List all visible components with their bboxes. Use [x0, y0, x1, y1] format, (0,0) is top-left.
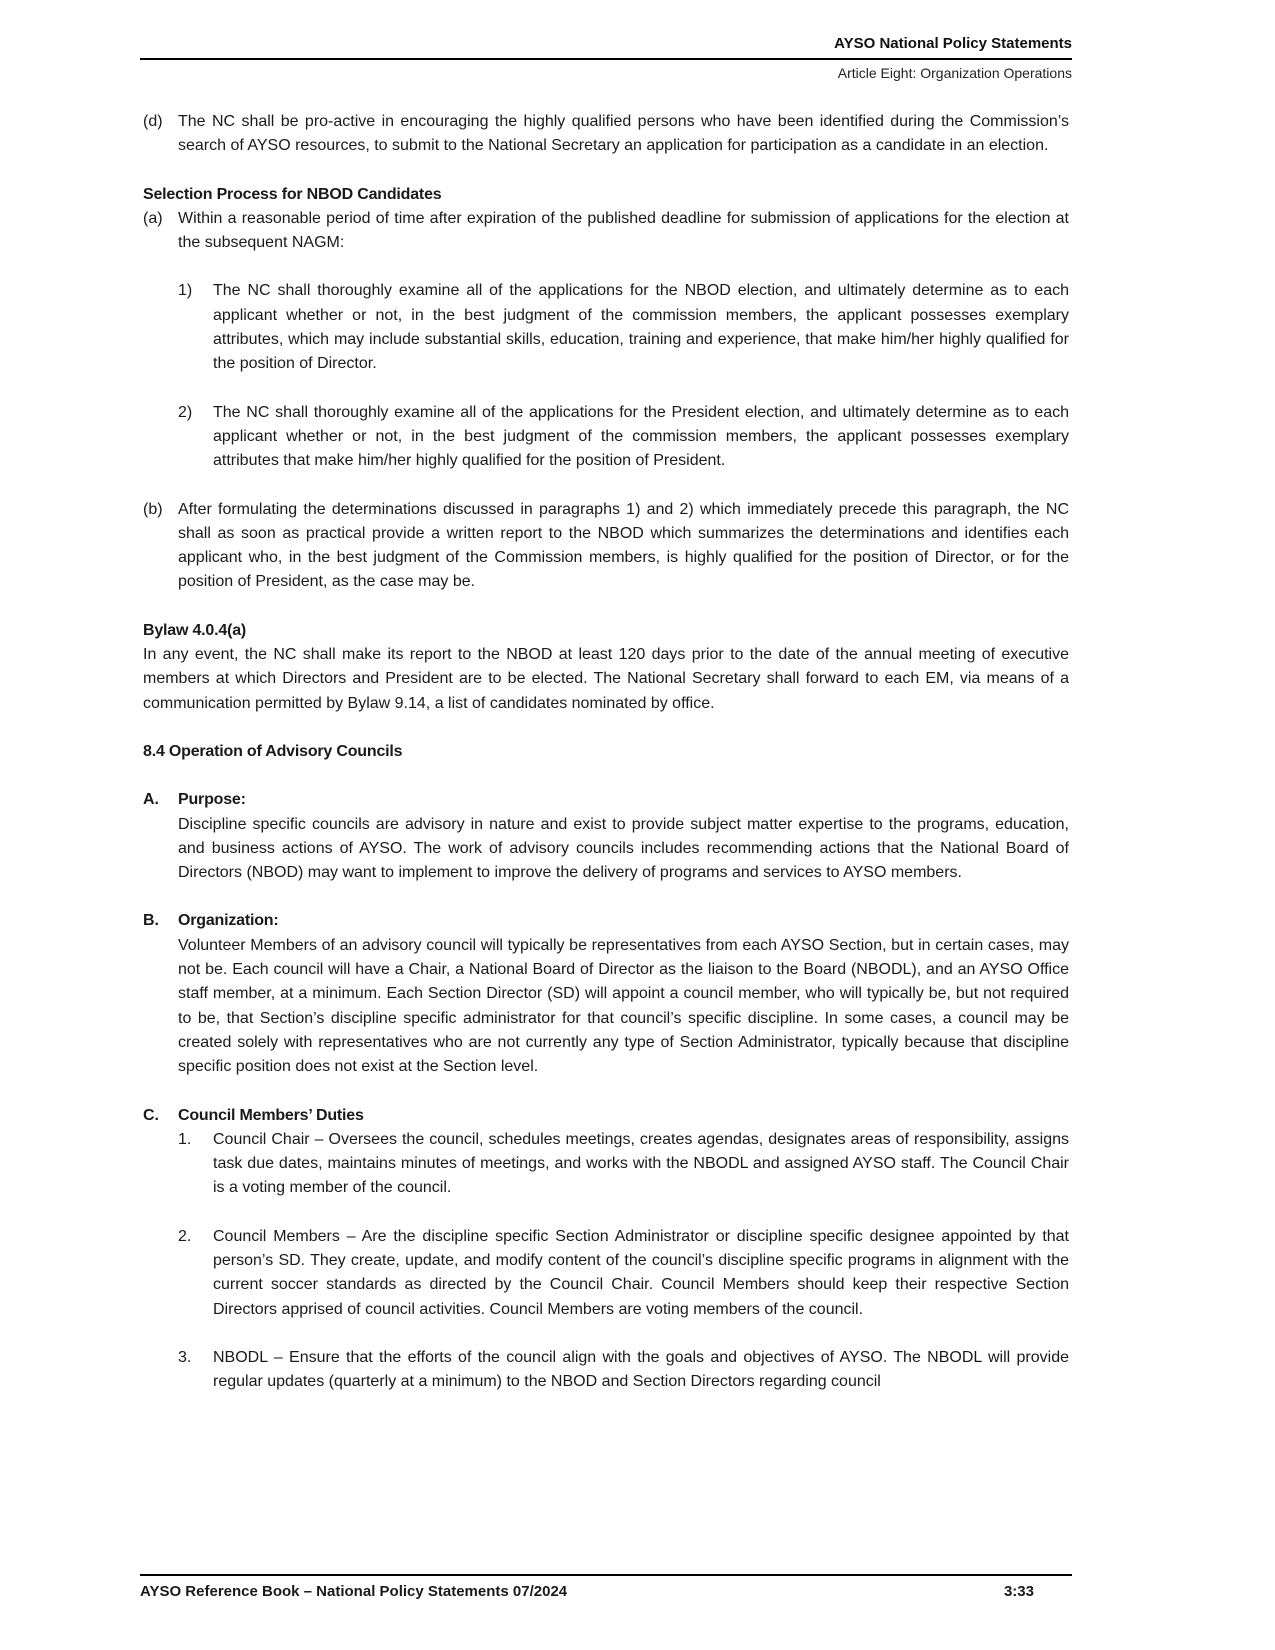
subsection-heading: Council Members’ Duties — [178, 1106, 364, 1124]
subsection-label: A. — [143, 791, 159, 809]
list-item — [178, 401, 1069, 474]
section-heading-8-4: 8.4 Operation of Advisory Councils — [143, 742, 403, 760]
list-item — [178, 1346, 1069, 1395]
paragraph-label: (b) — [143, 500, 163, 518]
footer-document-title: AYSO Reference Book – National Policy Statements 07/2024 — [140, 1583, 568, 1600]
list-item-label: 2) — [178, 403, 193, 421]
list-item — [178, 1225, 1069, 1322]
list-item-text: Council Members – Are the discipline specific Section Administrator or discipline specific designee appointed by that person’s SD. They create, update, and modify content of the council’s discipline specific programs in alignment with the current soccer standards as directed by the Council Chair. Council Members should keep their respective Section Directors apprised of council activities. Council Members are voting members of the council. — [213, 1227, 1069, 1318]
subsection-purpose — [143, 788, 1069, 885]
subsection-label: B. — [143, 912, 159, 930]
bylaw-text: In any event, the NC shall make its report to the NBOD at least 120 days prior to the date of the annual meeting of executive members at which Directors and President are to be elected. The National Secretary shall forward to each EM, via means of a communication permitted by Bylaw 9.14, a list of candidates nominated by office. — [143, 646, 1069, 712]
list-item-text: Council Chair – Oversees the council, schedules meetings, creates agendas, designates areas of responsibility, assigns task due dates, maintains minutes of meetings, and works with the NBODL and assigned AYSO staff. The Council Chair is a voting member of the council. — [213, 1130, 1069, 1197]
header-title: AYSO National Policy Statements — [834, 35, 1072, 52]
subsection-duties — [143, 1104, 1069, 1128]
list-item-text: The NC shall thoroughly examine all of the applications for the President election, and ultimately determine as to each applicant whether or not, in the best judgment of the commission members, the applicant possesses exemplary attributes that make him/her highly qualified for the position of President. — [213, 403, 1069, 470]
subsection-text: Volunteer Members of an advisory council will typically be representatives from each AYSO Section, but in certain cases, may not be. Each council will have a Chair, a National Board of Director as the liaison to the Board (NBODL), and an AYSO Office staff member, at a minimum. Each Section Director (SD) will appoint a council member, who will typically be, but not required to be, that Section’s discipline specific administrator for that council’s specific discipline. In some cases, a council may be created solely with representatives who are not currently any type of Section Administrator, typically because that discipline specific position does not exist at the Section level. — [178, 936, 1069, 1076]
page-header — [140, 34, 1072, 83]
list-item-label: 1) — [178, 282, 193, 300]
list-item-text: The NC shall thoroughly examine all of the applications for the NBOD election, and ultimately determine as to each applicant whether or not, in the best judgment of the commission members, the applicant possesses exemplary attributes, which may include substantial skills, education, training and experience, that make him/her highly qualified for the position of Director. — [213, 282, 1069, 373]
list-item — [178, 1128, 1069, 1201]
section-heading-selection-process: Selection Process for NBOD Candidates — [143, 185, 442, 203]
list-item-label: 3. — [178, 1348, 192, 1366]
paragraph-label: (a) — [143, 209, 163, 227]
header-subtitle: Article Eight: Organization Operations — [837, 65, 1072, 81]
paragraph-a — [143, 207, 1069, 256]
subsection-label: C. — [143, 1106, 159, 1124]
page-footer — [140, 1574, 1072, 1602]
page-number: 3:33 — [1003, 1583, 1034, 1600]
paragraph-b — [143, 498, 1069, 595]
paragraph-text: After formulating the determinations discussed in paragraphs 1) and 2) which immediately precede this paragraph, the NC shall as soon as practical provide a written report to the NBOD which summarizes the determinations and identifies each applicant who, in the best judgment of the Commission members, is highly qualified for the position of Director, or for the position of President, as the case may be. — [178, 500, 1069, 591]
list-item-label: 1. — [178, 1130, 192, 1148]
list-item — [178, 279, 1069, 376]
paragraph-text: Within a reasonable period of time after expiration of the published deadline for submission of applications for the election at the subsequent NAGM: — [178, 209, 1069, 252]
paragraph-text: The NC shall be pro-active in encouraging the highly qualified persons who have been identified during the Commission’s search of AYSO resources, to submit to the National Secretary an application for participation as a candidate in an election. — [178, 113, 1069, 155]
list-item-label: 2. — [178, 1227, 192, 1245]
subsection-text: Discipline specific councils are advisory in nature and exist to provide subject matter expertise to the programs, education, and business actions of AYSO. The work of advisory councils includes recommending actions that the National Board of Directors (NBOD) may want to implement to improve the delivery of programs and services to AYSO members. — [178, 815, 1069, 882]
paragraph-label: (d) — [143, 113, 163, 130]
list-item-text: NBODL – Ensure that the efforts of the council align with the goals and objectives of AYSO. The NBODL will provide regular updates (quarterly at a minimum) to the NBOD and Section Directors regarding council — [213, 1348, 1069, 1391]
subsection-organization — [143, 909, 1069, 1079]
subsection-heading: Organization: — [178, 912, 279, 930]
subsection-heading: Purpose: — [178, 791, 246, 809]
document-body — [143, 110, 1069, 1394]
section-heading-bylaw: Bylaw 4.0.4(a) — [143, 621, 247, 639]
paragraph-d — [143, 110, 1069, 159]
